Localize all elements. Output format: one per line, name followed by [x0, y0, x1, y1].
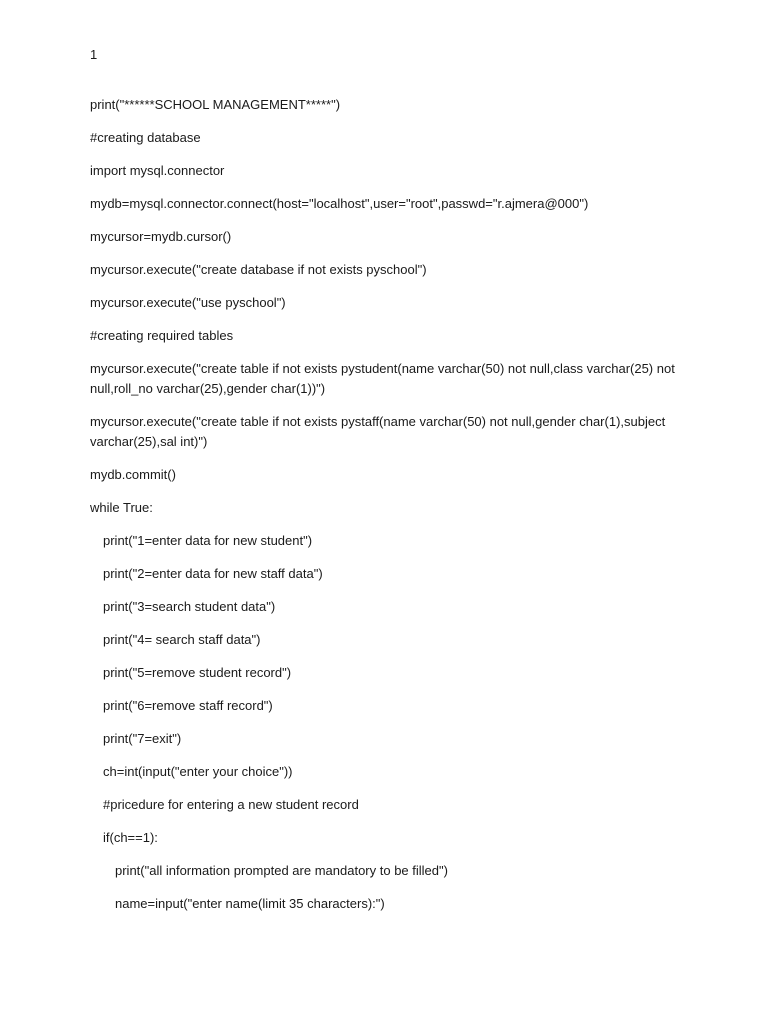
code-line: print("3=search student data") [103, 599, 276, 614]
code-line: if(ch==1): [103, 830, 158, 845]
code-line: print("******SCHOOL MANAGEMENT*****") [90, 97, 341, 112]
code-line: print("1=enter data for new student") [103, 533, 313, 548]
code-line: print("7=exit") [103, 731, 182, 746]
code-line: print("4= search staff data") [103, 632, 261, 647]
code-line: mycursor.execute("create table if not exists pystaff(name varchar(50) not null,gender char(1),subject varchar(25),sal int)") [90, 414, 666, 449]
code-comment: #creating required tables [90, 328, 234, 343]
code-line: name=input("enter name(limit 35 characters):") [115, 896, 385, 911]
code-line: print("2=enter data for new staff data") [103, 566, 323, 581]
code-line: mycursor.execute("use pyschool") [90, 295, 286, 310]
code-comment: #pricedure for entering a new student record [103, 797, 359, 812]
page-number: 1 [90, 47, 98, 62]
code-line: print("5=remove student record") [103, 665, 292, 680]
code-line: mycursor.execute("create table if not exists pystudent(name varchar(50) not null,class varchar(25) not null,roll_no varchar(25),gender char(1))") [90, 361, 675, 396]
code-line: mycursor=mydb.cursor() [90, 229, 232, 244]
code-line: while True: [90, 500, 153, 515]
code-line: print("all information prompted are mandatory to be filled") [115, 863, 448, 878]
code-line: import mysql.connector [90, 163, 225, 178]
code-line: ch=int(input("enter your choice")) [103, 764, 293, 779]
code-line: mycursor.execute("create database if not exists pyschool") [90, 262, 427, 277]
code-listing [90, 95, 680, 927]
code-line: print("6=remove staff record") [103, 698, 273, 713]
code-line: mydb.commit() [90, 467, 176, 482]
code-line: mydb=mysql.connector.connect(host="localhost",user="root",passwd="r.ajmera@000") [90, 196, 589, 211]
code-comment: #creating database [90, 130, 201, 145]
